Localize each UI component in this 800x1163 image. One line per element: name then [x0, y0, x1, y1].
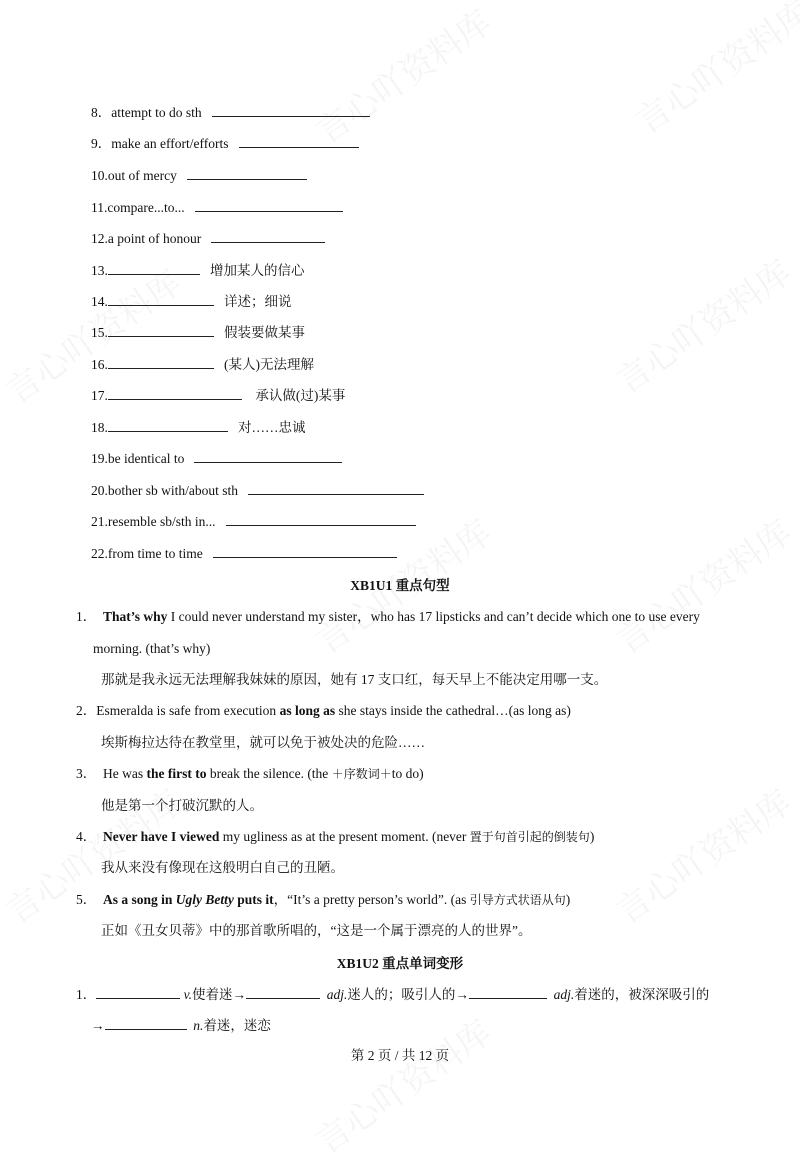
word-form-item-continued: → n.着迷，迷恋	[91, 1018, 271, 1033]
answer-blank[interactable]	[213, 545, 397, 558]
answer-blank[interactable]	[246, 986, 320, 999]
sentence-1-translation: 那就是我永远无法理解我妹妹的原因，她有 17 支口红，每天早上不能决定用哪一支。	[101, 672, 608, 687]
phrase-item: 17. 承认做(过)某事	[91, 388, 346, 403]
phrase-item: 20.bother sb with/about sth	[91, 482, 424, 500]
answer-blank[interactable]	[105, 1017, 187, 1030]
answer-blank[interactable]	[108, 293, 214, 306]
section-title: XB1U1 重点句型	[350, 578, 450, 593]
sentence-2-translation: 埃斯梅拉达待在教堂里，就可以免于被处决的危险……	[101, 735, 425, 750]
watermark	[304, 0, 499, 153]
phrase-item: 9．make an effort/efforts	[91, 135, 359, 153]
watermark	[304, 1006, 499, 1163]
watermark	[604, 246, 799, 403]
phrase-item: 16. (某人)无法理解	[91, 357, 314, 372]
answer-blank[interactable]	[248, 482, 424, 495]
sentence-1-continued: morning. (that’s why)	[93, 641, 211, 656]
phrase-item: 21.resemble sb/sth in...	[91, 513, 416, 531]
sentence-5-translation: 正如《丑女贝蒂》中的那首歌所唱的，“这是一个属于漂亮的人的世界”。	[101, 923, 532, 938]
phrase-item: 10.out of mercy	[91, 167, 307, 185]
answer-blank[interactable]	[194, 450, 342, 463]
answer-blank[interactable]	[108, 262, 200, 275]
phrase-item: 13. 增加某人的信心	[91, 263, 305, 278]
watermark	[624, 0, 800, 143]
sentence-4: 4． Never have I viewed my ugliness as at the present moment. (never 置于句首引起的倒装句)	[76, 829, 595, 844]
phrase-item: 11.compare...to...	[91, 199, 343, 217]
sentence-3: 3． He was the first to break the silence. (the ＋序数词＋to do)	[76, 766, 424, 781]
phrase-item: 8．attempt to do sth	[91, 104, 370, 122]
phrase-item: 19.be identical to	[91, 450, 342, 468]
answer-blank[interactable]	[195, 199, 343, 212]
sentence-4-translation: 我从来没有像现在这般明白自己的丑陋。	[101, 860, 344, 875]
phrase-item: 12.a point of honour	[91, 230, 325, 248]
answer-blank[interactable]	[239, 135, 359, 148]
page-footer: 第 2 页 / 共 12 页	[350, 1048, 450, 1063]
answer-blank[interactable]	[469, 986, 547, 999]
answer-blank[interactable]	[226, 513, 416, 526]
sentence-1: 1． That’s why I could never understand my sister，who has 17 lipsticks and can’t decide which one to use every	[76, 609, 700, 624]
section-title: XB1U2 重点单词变形	[336, 956, 464, 971]
phrase-item: 22.from time to time	[91, 545, 397, 563]
phrase-item: 14. 详述；细说	[91, 294, 292, 309]
sentence-2: 2．Esmeralda is safe from execution as long as she stays inside the cathedral…(as long as)	[76, 703, 571, 718]
watermark	[604, 776, 799, 933]
answer-blank[interactable]	[212, 104, 370, 117]
answer-blank[interactable]	[211, 230, 325, 243]
word-form-item: 1． v.使着迷→ adj.迷人的；吸引人的→ adj.着迷的，被深深吸引的	[76, 987, 710, 1002]
answer-blank[interactable]	[108, 324, 214, 337]
answer-blank[interactable]	[187, 167, 307, 180]
sentence-3-translation: 他是第一个打破沉默的人。	[101, 798, 263, 813]
answer-blank[interactable]	[108, 419, 228, 432]
answer-blank[interactable]	[108, 387, 242, 400]
answer-blank[interactable]	[108, 356, 214, 369]
phrase-item: 15. 假装要做某事	[91, 325, 305, 340]
phrase-item: 18. 对……忠诚	[91, 420, 306, 435]
sentence-5: 5． As a song in Ugly Betty puts it，“It’s a pretty person’s world”. (as 引导方式状语从句)	[76, 892, 571, 907]
answer-blank[interactable]	[96, 986, 180, 999]
